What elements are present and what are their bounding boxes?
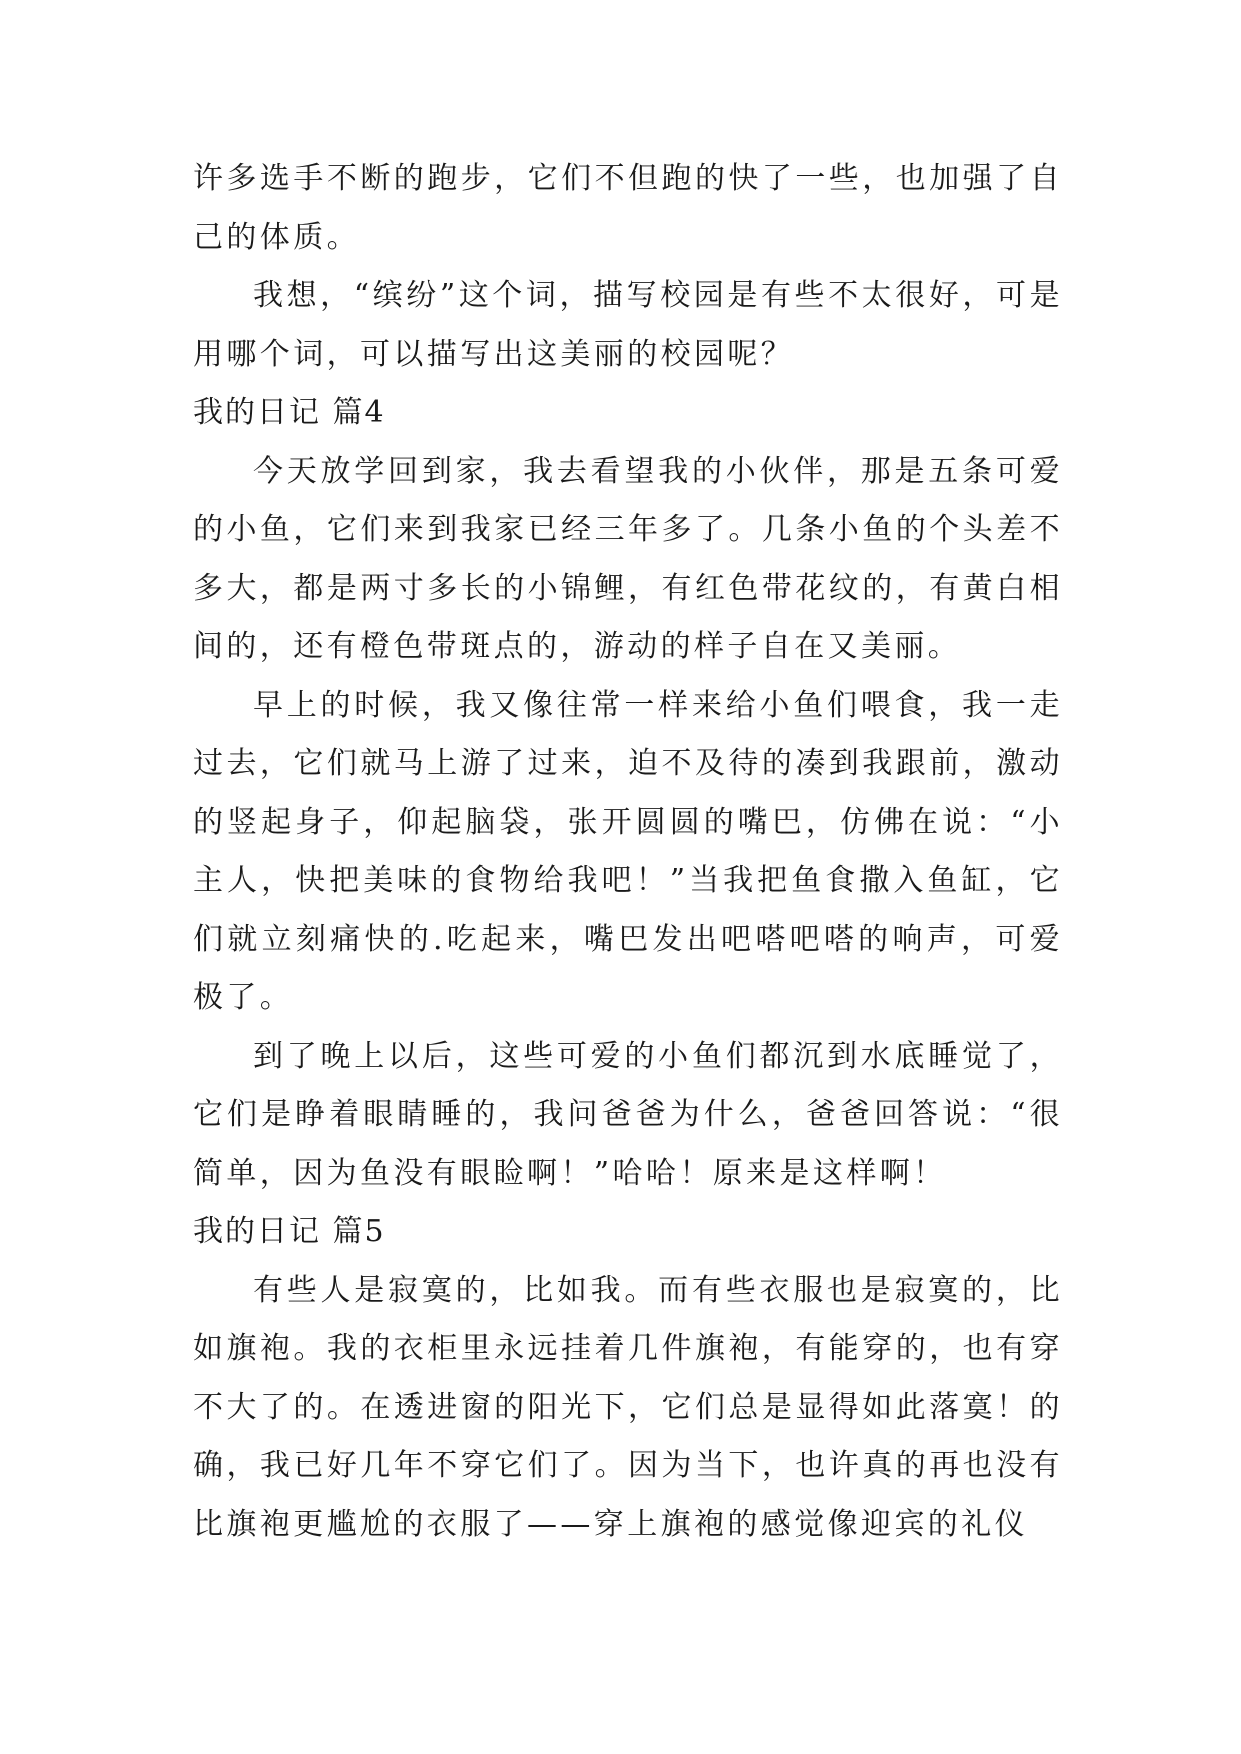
paragraph-continued: 许多选手不断的跑步，它们不但跑的快了一些，也加强了自己的体质。 [193, 161, 1063, 255]
heading-diary-5: 我的日记 篇5 [193, 1214, 386, 1249]
paragraph-fish-feeding: 早上的时候，我又像往常一样来给小鱼们喂食，我一走过去，它们就马上游了过来，迫不及待的凑到我跟前，激动的竖起身子，仰起脑袋，张开圆圆的嘴巴，仿佛在说：“小主人，快把美味的食物给我吧！”当我把鱼食撒入鱼缸，它们就立刻痛快的.吃起来，嘴巴发出吧嗒吧嗒的响声，可爱极了。 [193, 687, 1063, 1015]
document-page [193, 150, 1063, 1554]
paragraph-fish-intro: 今天放学回到家，我去看望我的小伙伴，那是五条可爱的小鱼，它们来到我家已经三年多了。几条小鱼的个头差不多大，都是两寸多长的小锦鲤，有红色带花纹的，有黄白相间的，还有橙色带斑点的，游动的样子自在又美丽。 [193, 453, 1063, 664]
paragraph-colorful-word: 我想，“缤纷”这个词，描写校园是有些不太很好，可是用哪个词，可以描写出这美丽的校园呢？ [193, 278, 1063, 372]
heading-diary-4: 我的日记 篇4 [193, 395, 386, 430]
paragraph-fish-sleeping: 到了晚上以后，这些可爱的小鱼们都沉到水底睡觉了，它们是睁着眼睛睡的，我问爸爸为什么，爸爸回答说：“很简单，因为鱼没有眼睑啊！”哈哈！原来是这样啊！ [193, 1038, 1063, 1191]
paragraph-qipao: 有些人是寂寞的，比如我。而有些衣服也是寂寞的，比如旗袍。我的衣柜里永远挂着几件旗袍，有能穿的，也有穿不大了的。在透进窗的阳光下，它们总是显得如此落寞！的确，我已好几年不穿它们了。因为当下，也许真的再也没有比旗袍更尴尬的衣服了——穿上旗袍的感觉像迎宾的礼仪 [193, 1272, 1063, 1542]
